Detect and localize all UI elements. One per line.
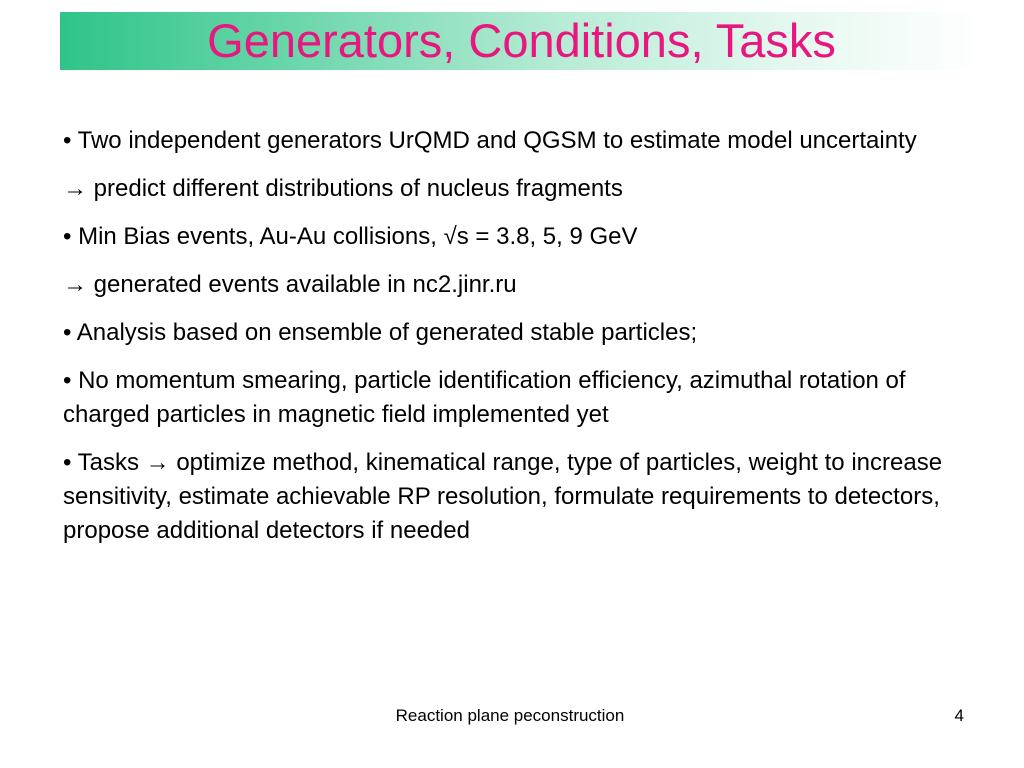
arrow-generated-events: → generated events available in nc2.jinr.ru: [63, 271, 517, 298]
slide-title: Generators, Conditions, Tasks: [207, 14, 836, 67]
bullet-analysis: • Analysis based on ensemble of generated stable particles;: [63, 319, 698, 346]
bullet-tasks: • Tasks → optimize method, kinematical range, type of particles, weight to increase sensitivity, estimate achievable RP resolution, formulate requirements to detectors, propose additional detectors if needed: [63, 449, 943, 544]
arrow-predict-distributions: → predict different distributions of nucleus fragments: [63, 175, 623, 202]
page-number: 4: [954, 706, 964, 725]
slide-body: [63, 124, 963, 562]
bullet-min-bias-events: • Min Bias events, Au-Au collisions, √s = 3.8, 5, 9 GeV: [63, 223, 638, 250]
bullet-no-smearing: • No momentum smearing, particle identification efficiency, azimuthal rotation of charged particles in magnetic field implemented yet: [63, 367, 906, 428]
footer-title: Reaction plane peconstruction: [395, 706, 625, 725]
bullet-generators: • Two independent generators UrQMD and QGSM to estimate model uncertainty: [63, 127, 917, 154]
